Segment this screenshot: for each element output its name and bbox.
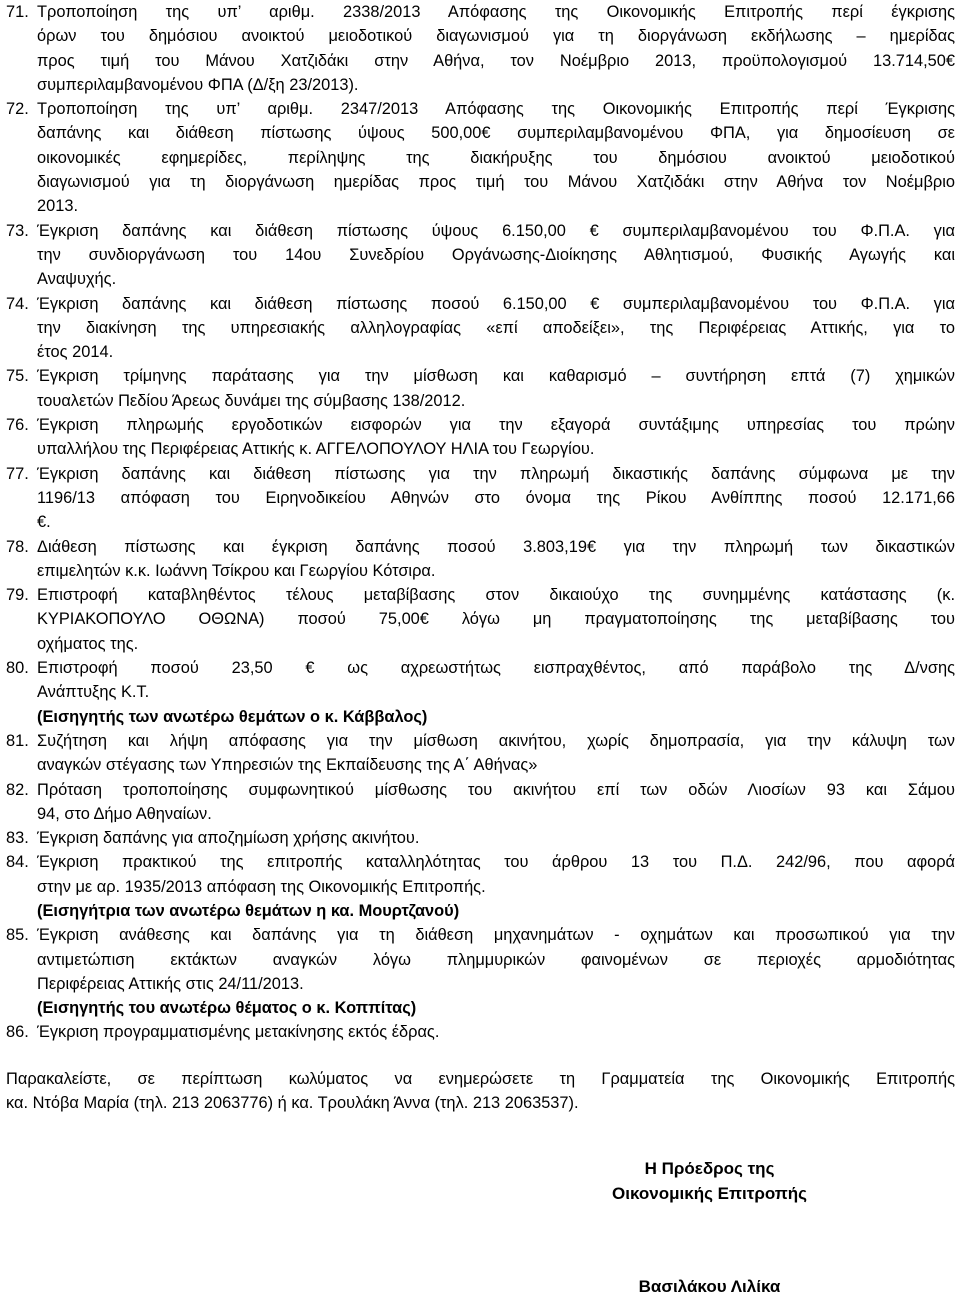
agenda-item-text (37, 656, 955, 729)
agenda-item (6, 535, 955, 584)
agenda-item (6, 1020, 955, 1044)
agenda-item-line: έτος 2014. (37, 343, 114, 362)
agenda-item-line: οικονομικές εφημερίδες, περίληψης της διακήρυξης του δημόσιου ανοικτού μειοδοτικού (37, 148, 955, 167)
agenda-item-line: Έγκριση πρακτικού της επιτροπής καταλληλότητας του άρθρου 13 του Π.Δ. 242/96, που αφορά (37, 853, 955, 872)
closing-line: Παρακαλείστε, σε περίπτωση κωλύματος να ενημερώσετε τη Γραμματεία της Οικονομικής Επιτροπής (6, 1069, 955, 1088)
agenda-item-line: ΚΥΡΙΑΚΟΠΟΥΛΟ ΟΘΩΝΑ) ποσού 75,00€ λόγω μη πραγματοποίησης της μεταβίβασης του (37, 610, 955, 629)
agenda-item-line: Έγκριση τρίμηνης παράτασης για την μίσθωση και καθαρισμό – συντήρηση επτά (7) χημικών (37, 367, 955, 386)
agenda-item-line: επιμελητών κ.κ. Ιωάννη Τσίκρου και Γεωργίου Κότσιρα. (37, 561, 436, 580)
signature-title-line: Η Πρόεδρος της (644, 1159, 775, 1178)
agenda-item-text (37, 1020, 955, 1044)
agenda-item-text (37, 292, 955, 365)
agenda-item-line: €. (37, 513, 51, 532)
agenda-item (6, 97, 955, 218)
agenda-item (6, 923, 955, 1020)
agenda-item-text (37, 0, 955, 97)
agenda-item-number: 86. (6, 1023, 29, 1042)
rapporteur-note: (Εισηγήτρια των ανωτέρω θεμάτων η κα. Μουρτζανού) (37, 901, 460, 920)
agenda-item-text (37, 826, 955, 850)
agenda-item-line: Πρόταση τροποποίησης συμφωνητικού μίσθωσης του ακινήτου επί των οδών Λιοσίων 93 και Σάμου (37, 780, 955, 799)
agenda-item-number: 74. (6, 294, 29, 313)
agenda-item-line: την συνδιοργάνωση του 14ου Συνεδρίου Οργάνωσης-Διοίκησης Αθλητισμού, Φυσικής Αγωγής και (37, 245, 955, 264)
agenda-item-line: στην με αρ. 1935/2013 απόφαση της Οικονομικής Επιτροπής. (37, 877, 486, 896)
agenda-item-number: 77. (6, 464, 29, 483)
agenda-item-number: 75. (6, 367, 29, 386)
agenda-item-line: Επιστροφή καταβληθέντος τέλους μεταβίβασης στον δικαιούχο της συνημμένης κατάστασης (κ. (37, 586, 955, 605)
signature-title-line: Οικονομικής Επιτροπής (612, 1183, 807, 1203)
agenda-item-number: 84. (6, 853, 29, 872)
agenda-item-line: Έγκριση δαπάνης και διάθεση πίστωσης για την πληρωμή δικαστικής δαπάνης σύμφωνα με την (37, 464, 955, 483)
agenda-item-line: συμπεριλαμβανομένου ΦΠΑ (Δ/ξη 23/2013). (37, 75, 359, 94)
agenda-item-number: 71. (6, 3, 29, 21)
agenda-item-line: την διακίνηση της υπηρεσιακής αλληλογραφίας «επί αποδείξει», της Περιφέρειας Αττικής, για το (37, 318, 955, 337)
agenda-item (6, 413, 955, 462)
agenda-item-line: Συζήτηση και λήψη απόφασης για την μίσθωση ακινήτου, χωρίς δημοπρασία, για την κάλυψη των (37, 731, 955, 750)
agenda-item-line: Τροποποίηση της υπ’ αριθμ. 2347/2013 Απόφασης της Οικονομικής Επιτροπής περί Έγκρισης (37, 100, 955, 119)
agenda-item (6, 826, 955, 850)
agenda-item-line: αναγκών στέγασης των Υπηρεσιών της Εκπαίδευσης της Α΄ Αθήνας» (37, 756, 538, 775)
agenda-item-line: Έγκριση δαπάνης και διάθεση πίστωσης ύψους 6.150,00 € συμπεριλαμβανομένου του Φ.Π.Α. για (37, 221, 955, 240)
agenda-item (6, 292, 955, 365)
closing-line: κα. Ντόβα Μαρία (τηλ. 213 2063776) ή κα. Τρουλάκη Άννα (τηλ. 213 2063537). (6, 1094, 579, 1113)
agenda-item-number: 81. (6, 731, 29, 750)
agenda-document (6, 0, 955, 1115)
agenda-item-line: Επιστροφή ποσού 23,50 € ως αχρεωστήτως εισπραχθέντος, από παράβολο της Δ/νσης (37, 659, 955, 678)
agenda-item-text (37, 97, 955, 218)
agenda-item-line: Περιφέρειας Αττικής στις 24/11/2013. (37, 974, 304, 993)
agenda-item-number: 83. (6, 829, 29, 848)
agenda-item-line: Διάθεση πίστωσης και έγκριση δαπάνης ποσού 3.803,19€ για την πληρωμή των δικαστικών (37, 537, 955, 556)
agenda-items-list (6, 0, 955, 1045)
agenda-item-line: Έγκριση δαπάνης για αποζημίωση χρήσης ακινήτου. (37, 829, 420, 848)
agenda-item-line: Έγκριση ανάθεσης και δαπάνης για τη διάθεση μηχανημάτων - οχημάτων και προσωπικού για την (37, 926, 955, 945)
agenda-item-line: 2013. (37, 197, 79, 216)
agenda-item-text (37, 219, 955, 292)
agenda-item (6, 583, 955, 656)
agenda-item-number: 76. (6, 416, 29, 435)
agenda-item (6, 729, 955, 778)
agenda-item-line: όρων του δημόσιου ανοικτού μειοδοτικού διαγωνισμού για τη διοργάνωση εκδήλωσης – ημερίδας (37, 27, 955, 46)
agenda-item (6, 778, 955, 827)
rapporteur-note: (Εισηγητής των ανωτέρω θεμάτων ο κ. Κάββαλος) (37, 707, 428, 726)
agenda-item-text (37, 583, 955, 656)
agenda-item-line: Αναψυχής. (37, 270, 117, 289)
agenda-item-number: 80. (6, 659, 29, 678)
agenda-item-text (37, 462, 955, 535)
spacer (6, 1045, 955, 1067)
agenda-item (6, 462, 955, 535)
agenda-item-text (37, 729, 955, 778)
agenda-item-line: Τροποποίηση της υπ’ αριθμ. 2338/2013 Απόφασης της Οικονομικής Επιτροπής περί έγκρισης (37, 3, 955, 21)
agenda-item-line: 1196/13 απόφαση του Ειρηνοδικείου Αθηνών στο όνομα της Ρίκου Ανθίππης ποσού 12.171,66 (37, 488, 955, 507)
agenda-item-text (37, 535, 955, 584)
agenda-item-line: αντιμετώπιση εκτάκτων αναγκών λόγω πλημμυρικών φαινομένων σε περιοχές αρμοδιότητας (37, 950, 955, 969)
agenda-item-number: 82. (6, 780, 29, 799)
signature-name: Βασιλάκου Λιλίκα (638, 1277, 781, 1296)
agenda-item-line: προς τιμή του Μάνου Χατζιδάκι στην Αθήνα, τον Νοέμβριο 2013, προϋπολογισμού 13.714,50€ (37, 51, 955, 70)
agenda-item-text (37, 364, 955, 413)
agenda-item-text (37, 850, 955, 923)
rapporteur-note: (Εισηγητής του ανωτέρω θέματος ο κ. Κοππίτας) (37, 999, 417, 1018)
agenda-item-number: 73. (6, 221, 29, 240)
agenda-item-text (37, 923, 955, 1020)
agenda-item-number: 85. (6, 926, 29, 945)
agenda-item-line: Έγκριση δαπάνης και διάθεση πίστωσης ποσού 6.150,00 € συμπεριλαμβανομένου του Φ.Π.Α. για (37, 294, 955, 313)
agenda-item-number: 78. (6, 537, 29, 556)
agenda-item (6, 850, 955, 923)
agenda-item-line: Ανάπτυξης Κ.Τ. (37, 683, 150, 702)
agenda-item-number: 79. (6, 586, 29, 605)
signature-title (235, 1157, 960, 1206)
agenda-item-line: Έγκριση προγραμματισμένης μετακίνησης εκτός έδρας. (37, 1023, 440, 1042)
agenda-item-text (37, 413, 955, 462)
agenda-item-text (37, 778, 955, 827)
agenda-item-line: υπαλλήλου της Περιφέρειας Αττικής κ. ΑΓΓΕΛΟΠΟΥΛΟΥ ΗΛΙΑ του Γεωργίου. (37, 440, 595, 459)
agenda-item-line: τουαλετών Πεδίου Άρεως δυνάμει της σύμβασης 138/2012. (37, 391, 466, 410)
agenda-item-number: 72. (6, 100, 29, 119)
agenda-item (6, 219, 955, 292)
agenda-item-line: οχήματος της. (37, 634, 139, 653)
agenda-item (6, 656, 955, 729)
agenda-item-line: δαπάνης και διάθεση πίστωσης ύψους 500,00€ συμπεριλαμβανομένου ΦΠΑ, για δημοσίευση σε (37, 124, 955, 143)
agenda-item-line: διαγωνισμού για τη διοργάνωση ημερίδας προς τιμή του Μάνου Χατζιδάκι στην Αθήνα τον Νοέμβριο (37, 173, 955, 192)
agenda-item-line: 94, στο Δήμο Αθηναίων. (37, 804, 212, 823)
agenda-item (6, 0, 955, 97)
closing-paragraph (6, 1067, 955, 1116)
agenda-item-line: Έγκριση πληρωμής εργοδοτικών εισφορών για την εξαγορά συντάξιμης υπηρεσίας του πρώην (37, 416, 955, 435)
agenda-item (6, 364, 955, 413)
